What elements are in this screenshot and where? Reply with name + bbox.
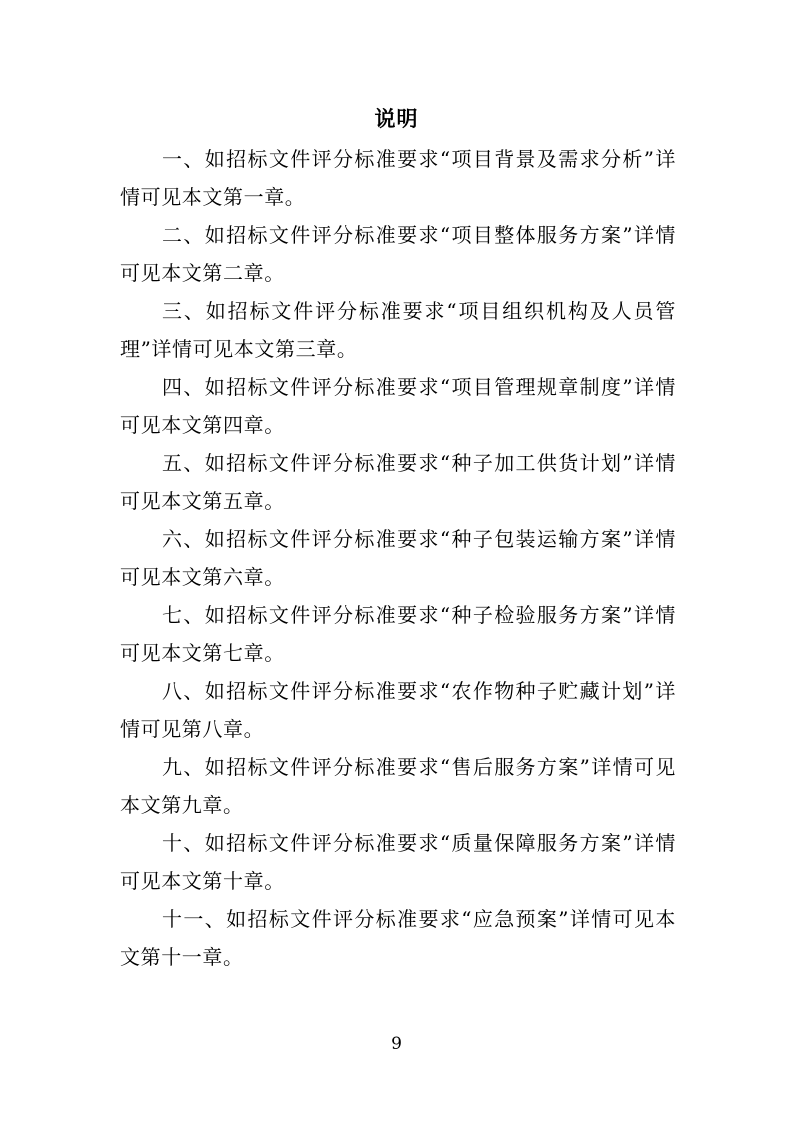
list-item: 三、如招标文件评分标准要求“项目组织机构及人员管理”详情可见本文第三章。 [120,299,676,361]
list-item: 二、如招标文件评分标准要求“项目整体服务方案”详情可见本文第二章。 [120,223,676,285]
list-item: 一、如招标文件评分标准要求“项目背景及需求分析”详情可见本文第一章。 [120,147,676,209]
page-title: 说明 [374,106,419,131]
list-item: 七、如招标文件评分标准要求“种子检验服务方案”详情可见本文第七章。 [120,603,676,665]
page-number: 9 [391,1034,402,1054]
list-item: 五、如招标文件评分标准要求“种子加工供货计划”详情可见本文第五章。 [120,451,676,513]
list-item: 十一、如招标文件评分标准要求“应急预案”详情可见本文第十一章。 [120,907,676,969]
list-item: 十、如招标文件评分标准要求“质量保障服务方案”详情可见本文第十章。 [120,831,676,893]
list-item: 四、如招标文件评分标准要求“项目管理规章制度”详情可见本文第四章。 [120,375,676,437]
list-item: 九、如招标文件评分标准要求“售后服务方案”详情可见本文第九章。 [120,755,676,817]
document-body [120,140,676,976]
list-item: 六、如招标文件评分标准要求“种子包装运输方案”详情可见本文第六章。 [120,527,676,589]
list-item: 八、如招标文件评分标准要求“农作物种子贮藏计划”详情可见第八章。 [120,679,676,741]
